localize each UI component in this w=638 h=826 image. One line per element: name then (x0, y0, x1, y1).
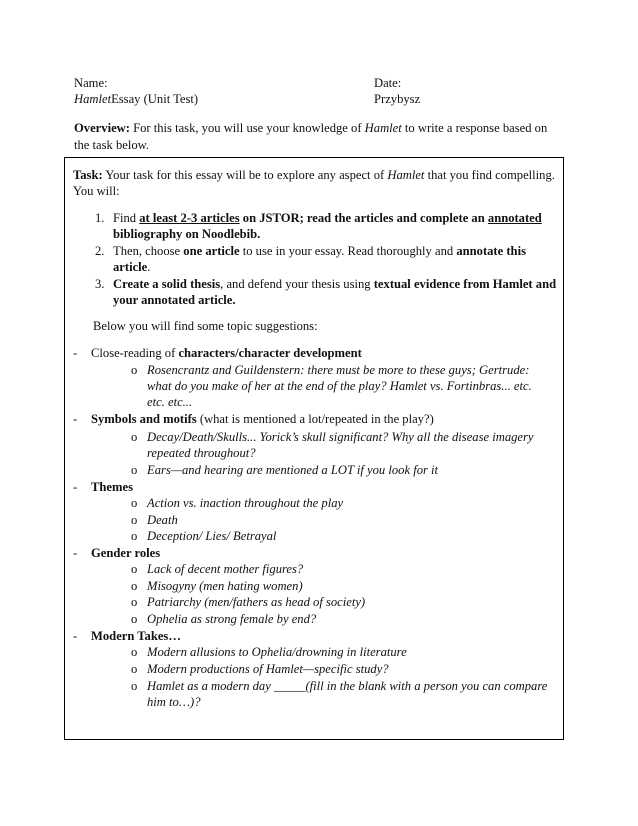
step-1-c: on JSTOR; read the articles and complete an (239, 211, 488, 225)
topic-3-sub-2: Death (147, 513, 178, 527)
step-2-e: article (113, 260, 148, 274)
circle-bullet: o (131, 612, 138, 626)
suggestions-intro: Below you will find some topic suggestions: (93, 319, 318, 333)
step-2-c: to use in your essay. Read thoroughly and (239, 244, 457, 258)
step-2-f: . (147, 260, 151, 274)
topic-5-sub-1: Modern allusions to Ophelia/drowning in literature (147, 645, 407, 659)
overview-label: Overview: (74, 121, 130, 135)
topic-3-sub-1: Action vs. inaction throughout the play (147, 496, 344, 510)
topic-4-sub-4: Ophelia as strong female by end? (147, 612, 317, 626)
step-1-d: annotated (487, 211, 542, 225)
document-title (74, 91, 198, 107)
step-3-line-1 (113, 276, 556, 292)
date-label: Date: (374, 76, 402, 90)
topic-5-sub-3b: him to…)? (147, 695, 201, 709)
task-line-2: You will: (73, 184, 120, 198)
step-1-e: bibliography on Noodlebib. (113, 227, 261, 241)
step-2-line-1 (113, 243, 526, 259)
name-label: Name: (74, 76, 108, 90)
task-label: Task: (73, 168, 103, 182)
circle-bullet: o (131, 513, 138, 527)
topic-3-bold: Themes (91, 480, 133, 494)
topic-1-heading (91, 345, 362, 361)
task-text-italic: Hamlet (387, 168, 425, 182)
circle-bullet: o (131, 529, 138, 543)
topic-2-sub-1a: Decay/Death/Skulls... Yorick’s skull significant? Why all the disease imagery (147, 430, 534, 444)
topic-3-heading (91, 479, 133, 495)
circle-bullet: o (131, 595, 138, 609)
circle-bullet: o (131, 430, 138, 444)
topic-4-heading (91, 545, 160, 561)
topic-2-sub-2: Ears—and hearing are mentioned a LOT if you look for it (147, 463, 439, 477)
step-1-line-2 (113, 226, 260, 242)
task-text-b: that you find compelling. (424, 168, 555, 182)
step-2-a: Then, choose (113, 244, 184, 258)
topic-1-sub-1a: Rosencrantz and Guildenstern: there must be more to these guys; Gertrude: (147, 363, 530, 377)
topic-5-bold: Modern Takes… (91, 629, 181, 643)
title-italic: Hamlet (74, 92, 112, 106)
step-1-a: Find (113, 211, 140, 225)
circle-bullet: o (131, 679, 138, 693)
teacher-name: Przybysz (374, 92, 421, 106)
topic-2-post: (what is mentioned a lot/repeated in the play?) (196, 412, 434, 426)
circle-bullet: o (131, 645, 138, 659)
topic-1-sub-1c: etc. etc... (147, 395, 193, 409)
step-3-a: Create a solid thesis (113, 277, 221, 291)
dash-bullet: - (73, 629, 78, 643)
step-1-b: at least 2-3 articles (139, 211, 240, 225)
topic-2-heading (91, 411, 434, 427)
step-2-d: annotate this (456, 244, 526, 258)
step-3-line-2 (113, 292, 236, 308)
step-number: 1. (95, 211, 105, 225)
topic-5-sub-3a: Hamlet as a modern day _____(fill in the blank with a person you can compare (147, 679, 548, 693)
step-1-line-1 (113, 210, 542, 226)
task-line-1 (73, 167, 555, 183)
overview-paragraph (74, 120, 554, 154)
circle-bullet: o (131, 579, 138, 593)
topic-4-bold: Gender roles (91, 546, 161, 560)
topic-1-pre: Close-reading of (91, 346, 179, 360)
topic-3-sub-3: Deception/ Lies/ Betrayal (147, 529, 277, 543)
dash-bullet: - (73, 346, 78, 360)
step-3-b: , and defend your thesis using (220, 277, 374, 291)
topic-2-bold: Symbols and motifs (91, 412, 197, 426)
step-3-d: your annotated article. (113, 293, 236, 307)
dash-bullet: - (73, 480, 78, 494)
step-2-line-2 (113, 259, 150, 275)
topic-2-sub-1b: repeated throughout? (147, 446, 256, 460)
step-number: 3. (95, 277, 105, 291)
topic-5-sub-2: Modern productions of Hamlet—specific study? (147, 662, 389, 676)
circle-bullet: o (131, 496, 138, 510)
overview-text-italic: Hamlet (364, 121, 402, 135)
circle-bullet: o (131, 463, 138, 477)
title-rest: Essay (Unit Test) (111, 92, 199, 106)
topic-5-heading (91, 628, 181, 644)
step-number: 2. (95, 244, 105, 258)
overview-text-b: to write a response based on the task below. (74, 121, 548, 152)
dash-bullet: - (73, 412, 78, 426)
topic-4-sub-2: Misogyny (men hating women) (147, 579, 303, 593)
circle-bullet: o (131, 562, 138, 576)
task-text-a: Your task for this essay will be to explore any aspect of (102, 168, 388, 182)
topic-4-sub-1: Lack of decent mother figures? (147, 562, 304, 576)
task-box (64, 157, 564, 740)
step-2-b: one article (183, 244, 240, 258)
circle-bullet: o (131, 363, 138, 377)
topic-1-sub-1b: what do you make of her at the end of the play? Hamlet vs. Fortinbras... etc. (147, 379, 532, 393)
topic-1-bold: characters/character development (178, 346, 362, 360)
overview-text-a: For this task, you will use your knowledge of (129, 121, 365, 135)
dash-bullet: - (73, 546, 78, 560)
topic-4-sub-3: Patriarchy (men/fathers as head of society) (147, 595, 366, 609)
step-3-c: textual evidence from Hamlet and (373, 277, 557, 291)
circle-bullet: o (131, 662, 138, 676)
